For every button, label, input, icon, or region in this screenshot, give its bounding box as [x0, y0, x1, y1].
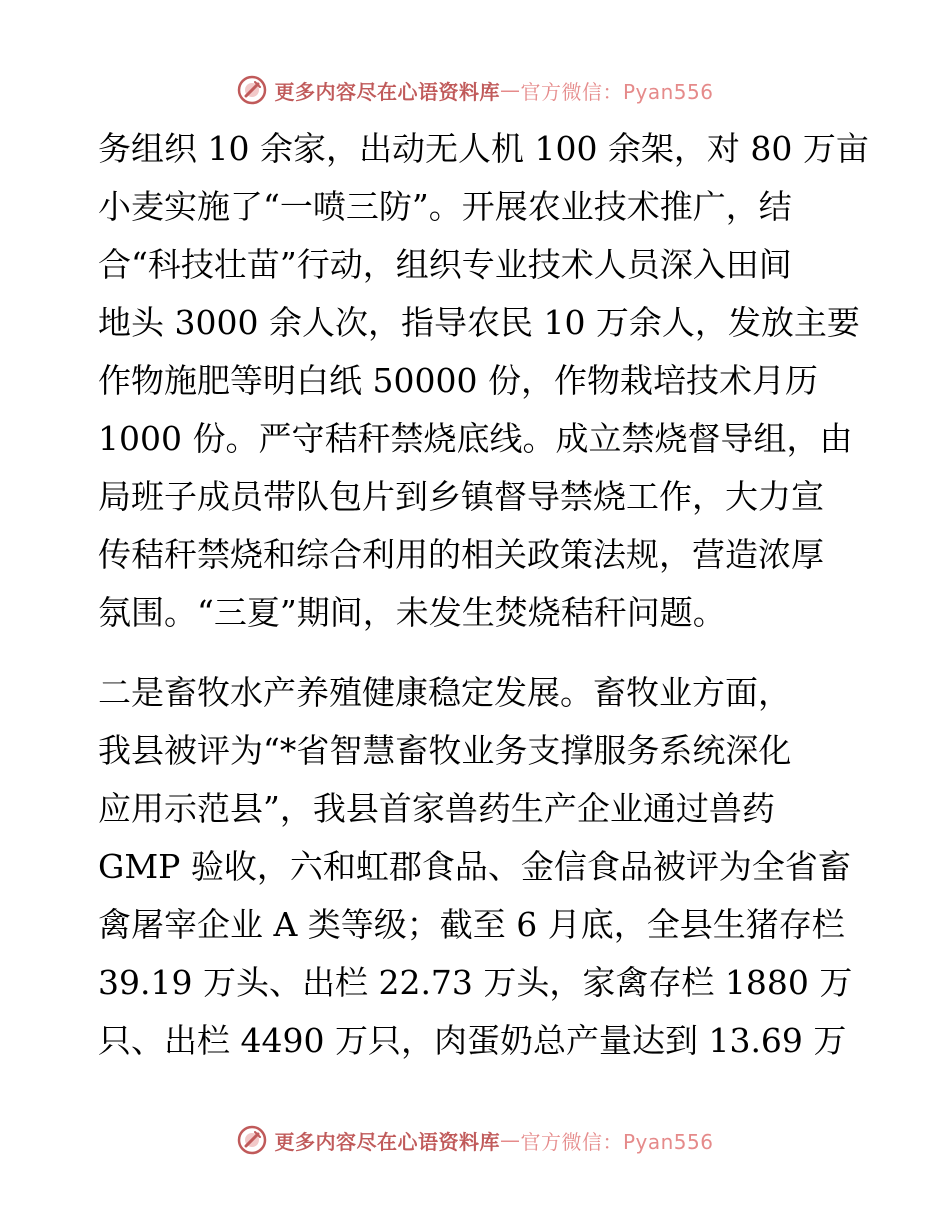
paragraph-1 — [98, 120, 869, 642]
text-line: 务组织 10 余家，出动无人机 100 余架，对 80 万亩 — [98, 129, 869, 168]
header-watermark — [0, 70, 950, 110]
watermark-separator: — — [499, 1128, 521, 1152]
watermark-contact-text: 官方微信：Pyan556 — [520, 1129, 714, 1154]
text-line: 我县被评为“*省智慧畜牧业务支撑服务系统深化 — [98, 731, 792, 770]
watermark-separator: — — [499, 78, 521, 102]
text-line: 作物施肥等明白纸 50000 份，作物栽培技术月历 — [98, 361, 818, 400]
paragraph-2 — [98, 664, 858, 1070]
text-line: 合“科技壮苗”行动，组织专业技术人员深入田间 — [98, 245, 792, 284]
watermark-main-text: 更多内容尽在心语资料库 — [274, 79, 500, 104]
text-line: 禽屠宰企业 A 类等级；截至 6 月底，全县生猪存栏 — [98, 905, 845, 944]
text-line: 应用示范县”，我县首家兽药生产企业通过兽药 — [98, 789, 775, 828]
text-line: 地头 3000 余人次，指导农民 10 万余人，发放主要 — [98, 303, 860, 342]
text-line: 只、出栏 4490 万只，肉蛋奶总产量达到 13.69 万 — [98, 1021, 847, 1060]
text-line: 局班子成员带队包片到乡镇督导禁烧工作，大力宣 — [98, 477, 824, 516]
document-body — [98, 120, 869, 1070]
watermark-main-text: 更多内容尽在心语资料库 — [274, 1129, 500, 1154]
footer-watermark — [0, 1120, 950, 1160]
text-line: GMP 验收，六和虹郡食品、金信食品被评为全省畜 — [98, 847, 851, 886]
text-line: 小麦实施了“一喷三防”。开展农业技术推广，结 — [98, 187, 792, 226]
text-line: 氛围。“三夏”期间，未发生焚烧秸秆问题。 — [98, 593, 726, 632]
text-line: 1000 份。严守秸秆禁烧底线。成立禁烧督导组，由 — [98, 419, 853, 458]
text-line: 传秸秆禁烧和综合利用的相关政策法规，营造浓厚 — [98, 535, 824, 574]
watermark-contact-text: 官方微信：Pyan556 — [520, 79, 714, 104]
text-line: 二是畜牧水产养殖健康稳定发展。畜牧业方面， — [98, 673, 791, 712]
seal-logo-icon — [236, 1124, 268, 1156]
text-line: 39.19 万头、出栏 22.73 万头，家禽存栏 1880 万 — [98, 963, 853, 1002]
seal-logo-icon — [236, 74, 268, 106]
